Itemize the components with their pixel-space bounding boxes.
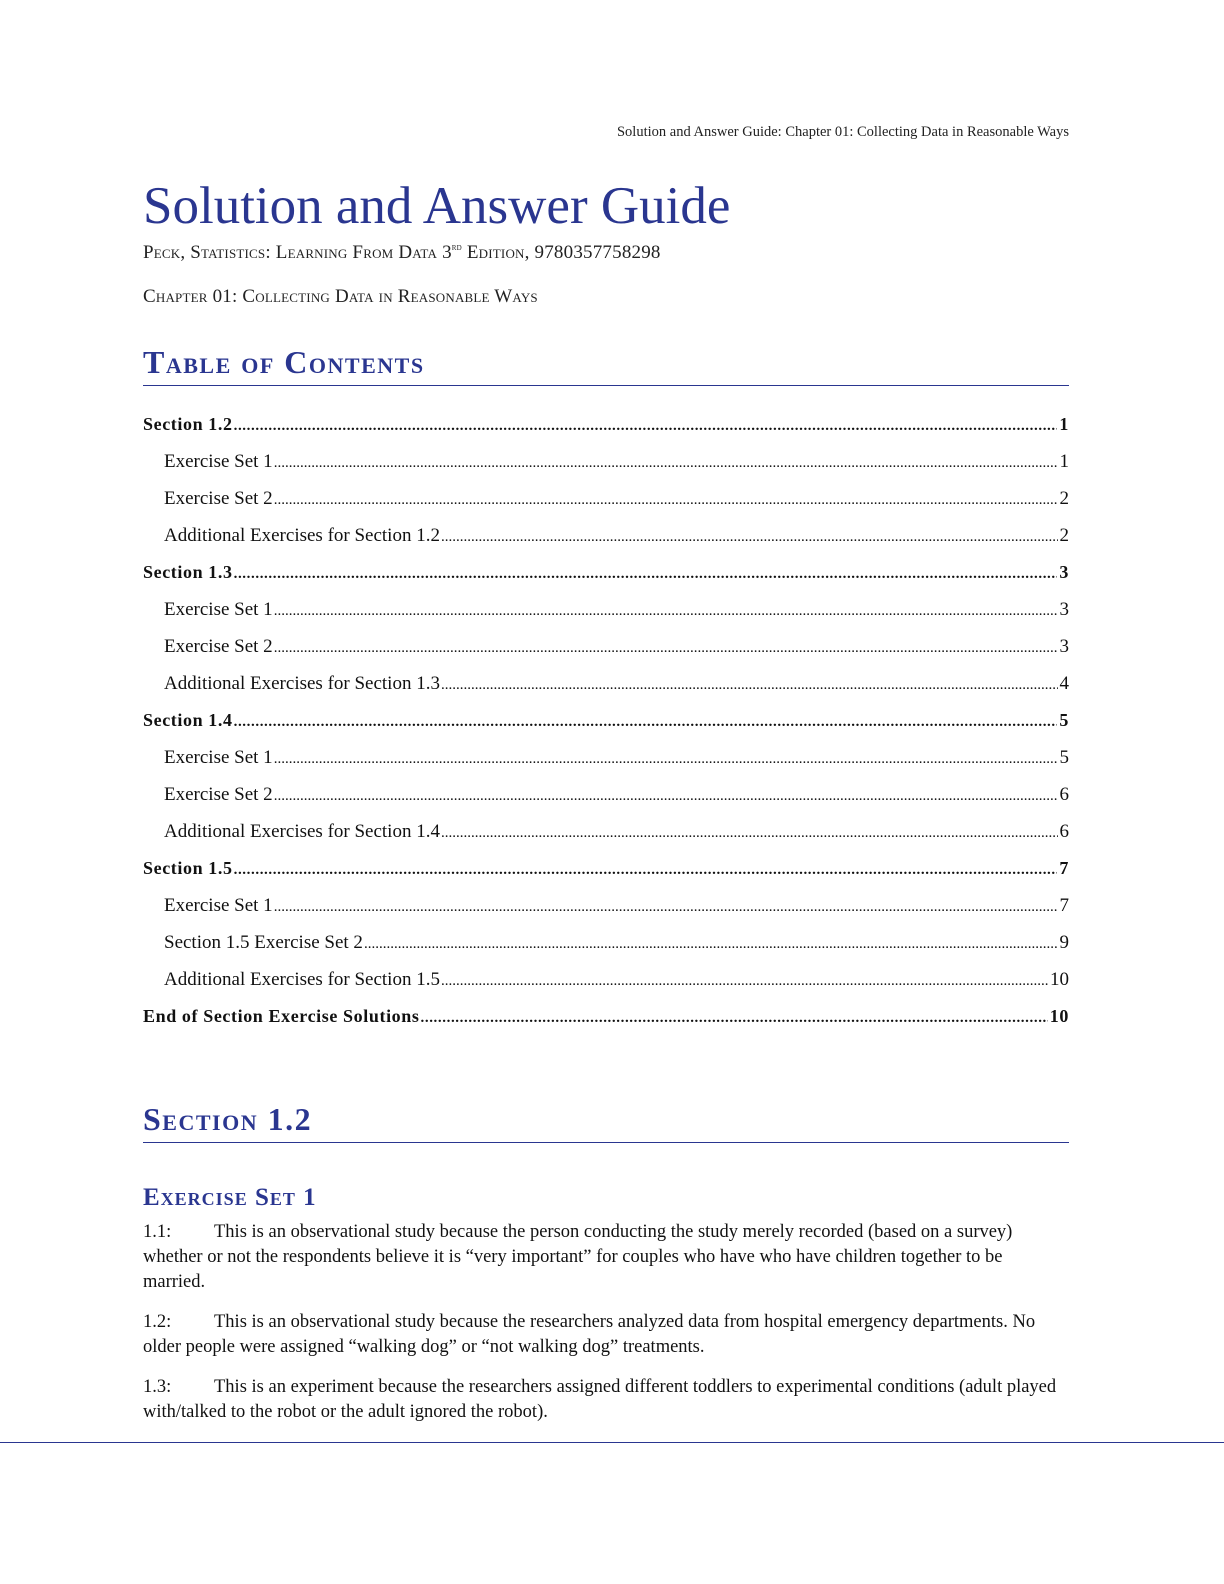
toc-entry-label: Section 1.5 Exercise Set 2 bbox=[164, 932, 363, 953]
exercise-solution bbox=[143, 1310, 1069, 1360]
toc-entry-exercise-set[interactable] bbox=[143, 632, 1069, 669]
toc-entry-page: 4 bbox=[1059, 673, 1069, 694]
toc-dot-leader bbox=[234, 708, 1058, 737]
exercise-solution bbox=[143, 1220, 1069, 1295]
toc-heading: Table of Contents bbox=[143, 344, 1069, 386]
toc-entry-page: 1 bbox=[1059, 451, 1069, 472]
exercise-text: This is an experiment because the researchers assigned different toddlers to experimental conditions (adult played with/talked to the robot or the adult ignored the robot). bbox=[143, 1377, 1057, 1422]
toc-dot-leader bbox=[441, 523, 1058, 552]
chapter-line: Chapter 01: Collecting Data in Reasonable Ways bbox=[143, 286, 538, 307]
toc-entry-label: Additional Exercises for Section 1.5 bbox=[164, 969, 440, 990]
toc-dot-leader bbox=[441, 671, 1058, 700]
section-heading: Section 1.2 bbox=[143, 1101, 1069, 1143]
toc-entry-page: 2 bbox=[1059, 525, 1069, 546]
toc-dot-leader bbox=[274, 486, 1058, 515]
toc-dot-leader bbox=[274, 634, 1058, 663]
toc-entry-label: Exercise Set 1 bbox=[164, 747, 273, 768]
toc-entry-page: 3 bbox=[1059, 599, 1069, 620]
toc-entry-additional-exercises[interactable] bbox=[143, 521, 1069, 558]
toc-entry-page: 7 bbox=[1059, 895, 1069, 916]
toc-entry-label: Exercise Set 1 bbox=[164, 895, 273, 916]
toc-entry-additional-exercises[interactable] bbox=[143, 669, 1069, 706]
toc-entry-page: 6 bbox=[1059, 784, 1069, 805]
toc-entry-page: 10 bbox=[1049, 1006, 1069, 1026]
toc-entry-label: Exercise Set 1 bbox=[164, 599, 273, 620]
book-info-line bbox=[143, 242, 661, 264]
toc-entry-section-1-3[interactable] bbox=[143, 558, 1069, 595]
toc-dot-leader bbox=[441, 819, 1058, 848]
exercise-solutions bbox=[143, 1220, 1069, 1440]
exercise-number: 1.2: bbox=[143, 1312, 172, 1332]
toc-entry-exercise-set[interactable] bbox=[143, 447, 1069, 484]
toc-entry-exercise-set[interactable] bbox=[143, 891, 1069, 928]
toc-dot-leader bbox=[234, 560, 1058, 589]
exercise-text: This is an observational study because the person conducting the study merely recorded (based on a survey) whether or not the respondents believe it is “very important” for couples who have who have children together to be married. bbox=[143, 1222, 1013, 1292]
toc-entry-page: 6 bbox=[1059, 821, 1069, 842]
toc-entry-exercise-set[interactable] bbox=[143, 928, 1069, 965]
exercise-number: 1.3: bbox=[143, 1377, 172, 1397]
toc-entry-page: 5 bbox=[1059, 710, 1069, 730]
toc-dot-leader bbox=[274, 597, 1058, 626]
toc-dot-leader bbox=[274, 745, 1058, 774]
toc-entry-label: Exercise Set 2 bbox=[164, 488, 273, 509]
table-of-contents bbox=[143, 410, 1069, 1039]
toc-entry-page: 5 bbox=[1059, 747, 1069, 768]
toc-entry-page: 1 bbox=[1059, 414, 1069, 434]
toc-entry-label: Exercise Set 2 bbox=[164, 636, 273, 657]
edition-ordinal-suffix: rd bbox=[451, 242, 462, 253]
toc-entry-label: Section 1.3 bbox=[143, 562, 233, 582]
toc-entry-additional-exercises[interactable] bbox=[143, 817, 1069, 854]
toc-dot-leader bbox=[234, 412, 1058, 441]
toc-entry-page: 3 bbox=[1059, 562, 1069, 582]
book-info-text: Peck, Statistics: Learning From Data 3 bbox=[143, 242, 452, 263]
toc-entry-label: Section 1.5 bbox=[143, 858, 233, 878]
exercise-solution bbox=[143, 1375, 1069, 1425]
footer-divider bbox=[0, 1442, 1224, 1443]
book-edition-isbn: Edition, 9780357758298 bbox=[461, 242, 661, 263]
toc-entry-exercise-set[interactable] bbox=[143, 484, 1069, 521]
toc-entry-exercise-set[interactable] bbox=[143, 595, 1069, 632]
toc-entry-additional-exercises[interactable] bbox=[143, 965, 1069, 1002]
running-header: Solution and Answer Guide: Chapter 01: Collecting Data in Reasonable Ways bbox=[616, 124, 1069, 140]
toc-entry-end-of-section-solutions[interactable] bbox=[143, 1002, 1069, 1039]
toc-entry-page: 9 bbox=[1059, 932, 1069, 953]
exercise-set-heading: Exercise Set 1 bbox=[143, 1184, 317, 1211]
toc-dot-leader bbox=[274, 449, 1058, 478]
toc-entry-page: 2 bbox=[1059, 488, 1069, 509]
toc-dot-leader bbox=[364, 930, 1058, 959]
toc-entry-label: Exercise Set 1 bbox=[164, 451, 273, 472]
toc-entry-page: 3 bbox=[1059, 636, 1069, 657]
toc-dot-leader bbox=[234, 856, 1058, 885]
document-title: Solution and Answer Guide bbox=[143, 177, 731, 235]
toc-entry-label: End of Section Exercise Solutions bbox=[143, 1006, 420, 1026]
toc-entry-section-1-5[interactable] bbox=[143, 854, 1069, 891]
exercise-number: 1.1: bbox=[143, 1222, 172, 1242]
toc-entry-exercise-set[interactable] bbox=[143, 780, 1069, 817]
toc-entry-label: Additional Exercises for Section 1.3 bbox=[164, 673, 440, 694]
toc-entry-label: Section 1.4 bbox=[143, 710, 233, 730]
toc-entry-exercise-set[interactable] bbox=[143, 743, 1069, 780]
toc-dot-leader bbox=[441, 967, 1048, 996]
toc-entry-section-1-2[interactable] bbox=[143, 410, 1069, 447]
toc-entry-label: Exercise Set 2 bbox=[164, 784, 273, 805]
toc-dot-leader bbox=[274, 893, 1058, 922]
toc-dot-leader bbox=[421, 1004, 1048, 1033]
toc-entry-page: 7 bbox=[1059, 858, 1069, 878]
toc-entry-label: Additional Exercises for Section 1.4 bbox=[164, 821, 440, 842]
toc-entry-label: Additional Exercises for Section 1.2 bbox=[164, 525, 440, 546]
toc-entry-label: Section 1.2 bbox=[143, 414, 233, 434]
toc-dot-leader bbox=[274, 782, 1058, 811]
toc-entry-page: 10 bbox=[1050, 969, 1069, 990]
toc-entry-section-1-4[interactable] bbox=[143, 706, 1069, 743]
exercise-text: This is an observational study because the researchers analyzed data from hospital emergency departments. No older people were assigned “walking dog” or “not walking dog” treatments. bbox=[143, 1312, 1036, 1357]
